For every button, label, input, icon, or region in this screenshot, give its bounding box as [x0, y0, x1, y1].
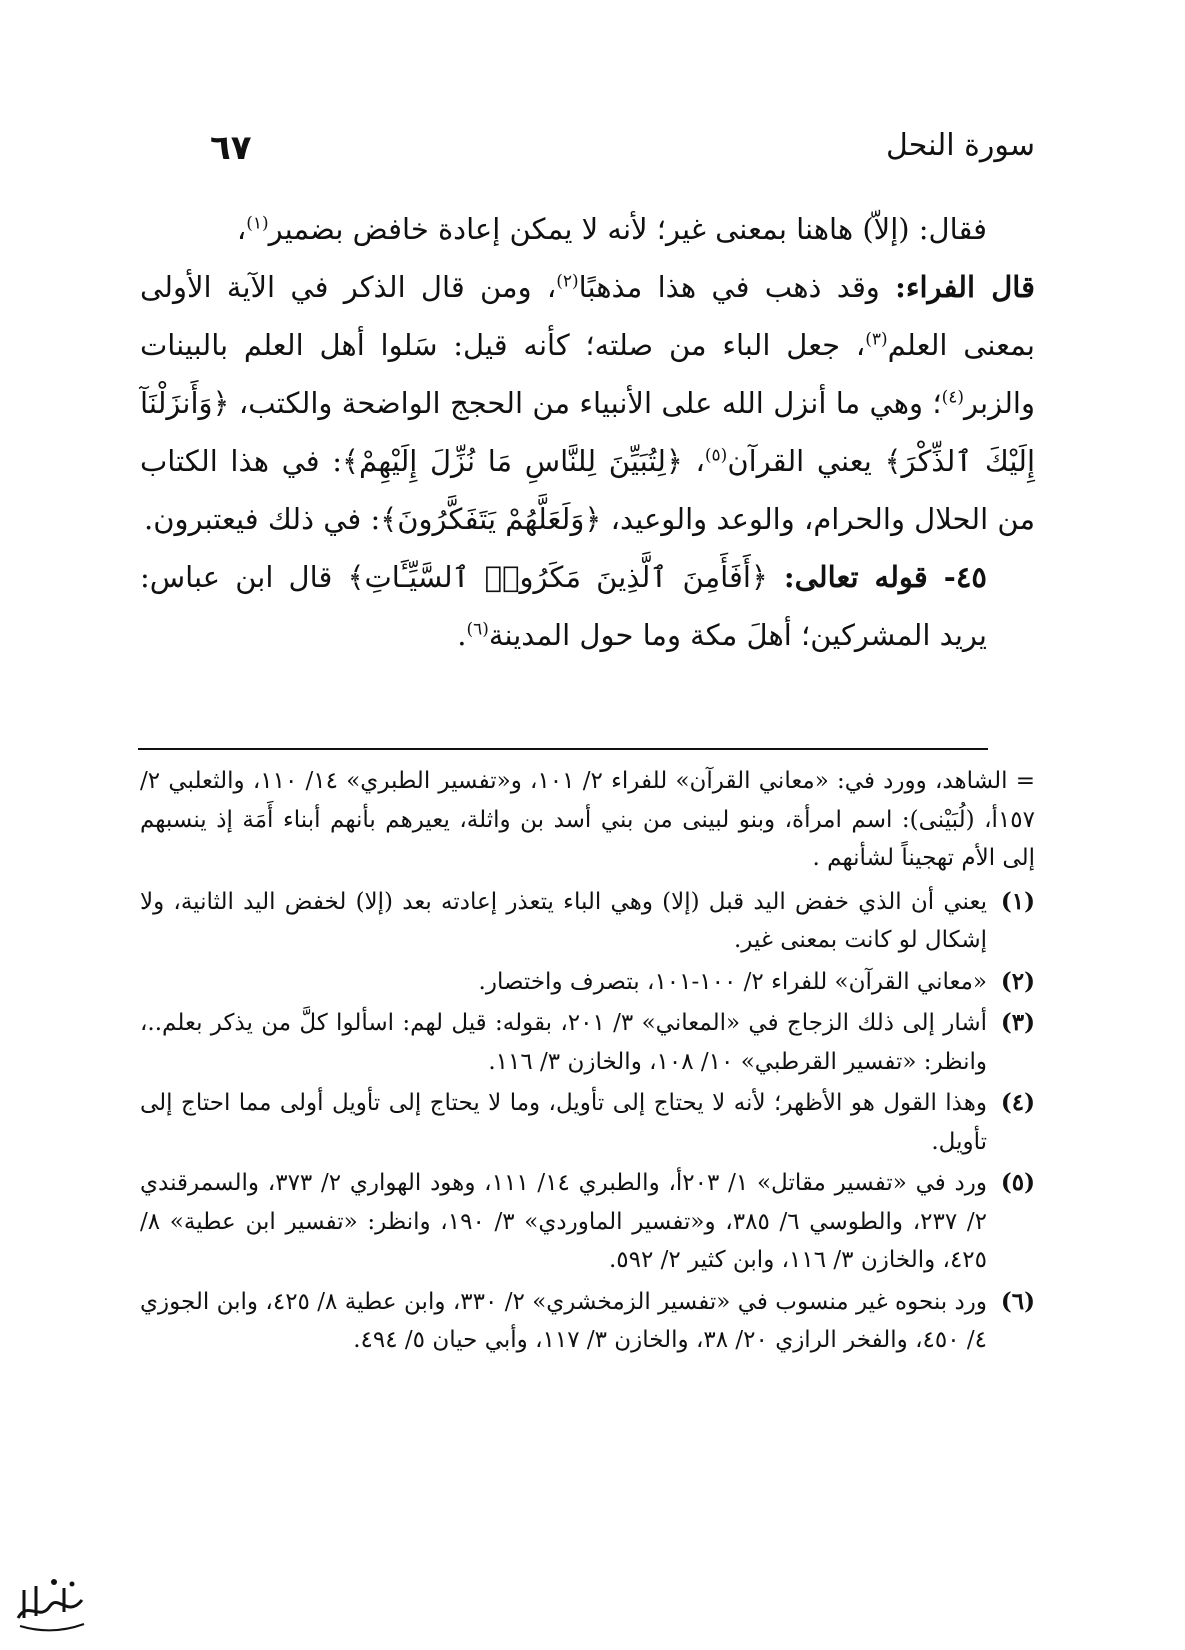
footnote-continued: = الشاهد، وورد في: «معاني القرآن» للفراء ٢/ ١٠١، و«تفسير الطبري» ١٤/ ١١٠، والثعلبي ٢/ ١٥٧أ، (لُبَيْنى): اسم امرأة، وبنو لبينى من بني أسد بن واثلة، يعيرهم بأنهم أبناء أَمَة إذ ينسبهم إلى الأم تهجيناً لشأنهم .: [140, 768, 1036, 871]
footnote: [140, 1084, 1035, 1161]
quran-verse: ﴿أَفَأَمِنَ ٱلَّذِينَ مَكَرُوا۟ ٱلسَّيِّـَٔاتِ﴾: [347, 560, 768, 594]
footnote: [140, 1283, 1035, 1360]
footnote-text: أشار إلى ذلك الزجاج في «المعاني» ٣/ ٢٠١، بقوله: قيل لهم: اسألوا كلَّ من يذكر بعلم..، وانظر: «تفسير القرطبي» ١٠/ ١٠٨، والخازن ٣/ ١١٦.: [140, 1010, 987, 1075]
footnote: [140, 1004, 1035, 1081]
quran-verse: ﴿وَأَنزَلْنَآ إِلَيْكَ ٱلذِّكْرَ﴾: [140, 386, 1036, 478]
footnote-text: «معاني القرآن» للفراء ٢/ ١٠٠-١٠١، بتصرف واختصار.: [478, 968, 987, 995]
footnote-ref[interactable]: (١): [246, 213, 269, 234]
footnote-number: (٥): [1000, 1169, 1035, 1196]
calligraphy-logo: [10, 1560, 90, 1640]
page-header: [140, 128, 1035, 178]
footnote-number: (٤): [1000, 1089, 1035, 1116]
footnote-divider: [138, 748, 988, 750]
footnote-number: (٦): [1000, 1287, 1035, 1315]
footnote-ref[interactable]: (٥): [704, 445, 728, 466]
surah-title: سورة النحل: [886, 128, 1035, 163]
quran-verse: ﴿لِتُبَيِّنَ لِلنَّاسِ مَا نُزِّلَ إِلَيْهِمْ﴾: [342, 444, 683, 478]
paragraph: فقال: (إلاّ) هاهنا بمعنى غير؛ لأنه لا يمكن إعادة خافض بضمير$^{(١)}$،: [236, 212, 987, 246]
footnotes: [140, 762, 1035, 1363]
footnote: [140, 963, 1035, 1002]
footnote: [140, 883, 1035, 960]
paragraph: ٤٥- قوله تعالى: ﴿أَفَأَمِنَ ٱلَّذِينَ مَكَرُوا۟ ٱلسَّيِّـَٔاتِ﴾ قال ابن عباس: يريد المشركين؛ أهلَ مكة وما حول المدينة$^{(٦)}$.: [140, 560, 987, 652]
quran-verse: ﴿وَلَعَلَّهُمْ يَتَفَكَّرُونَ﴾: [380, 502, 602, 536]
footnote: [140, 1164, 1035, 1280]
footnote-ref[interactable]: (٣): [865, 329, 888, 350]
footnote-text: وهذا القول هو الأظهر؛ لأنه لا يحتاج إلى تأويل، وما لا يحتاج إلى تأويل أولى مما احتاج إلى تأويل.: [140, 1090, 987, 1155]
footnote-text: يعني أن الذي خفض اليد قبل (إلا) وهي الباء يتعذر إعادته بعد (إلا) لخفض اليد الثانية، ولا إشكال لو كانت بمعنى غير.: [140, 888, 987, 953]
footnote-number: (٣): [1000, 1009, 1035, 1036]
footnote-ref[interactable]: (٢): [556, 271, 579, 292]
footnote-text: ورد في «تفسير مقاتل» ١/ ٢٠٣أ، والطبري ١٤/ ١١١، وهود الهواري ٢/ ٣٧٣، والسمرقندي ٢/ ٢٣٧، والطوسي ٦/ ٣٨٥، و«تفسير الماوردي» ٣/ ١٩٠، وانظر: «تفسير ابن عطية» ٨/ ٤٢٥، والخازن ٣/ ١١٦، وابن كثير ٢/ ٥٩٢.: [140, 1170, 988, 1273]
footnote-number: (١): [1000, 887, 1035, 915]
main-text: [140, 200, 1035, 664]
paragraph: قال الفراء: وقد ذهب في هذا مذهبًا$^{(٢)}$، ومن قال الذكر في الآية الأولى بمعنى العلم$^{(٣)}$، جعل الباء من صلته؛ كأنه قيل: سَلوا أهل العلم بالبينات والزبر$^{(٤)}$؛ وهي ما أنزل الله على الأنبياء من الحجج الواضحة والكتب، ﴿وَأَنزَلْنَآ إِلَيْكَ ٱلذِّكْرَ﴾ يعني القرآن$^{(٥)}$، ﴿لِتُبَيِّنَ لِلنَّاسِ مَا نُزِّلَ إِلَيْهِمْ﴾: في هذا الكتاب من الحلال والحرام، والوعد والوعيد، ﴿وَلَعَلَّهُمْ يَتَفَكَّرُونَ﴾: في ذلك فيعتبرون.: [140, 270, 1036, 536]
footnote-text: ورد بنحوه غير منسوب في «تفسير الزمخشري» ٢/ ٣٣٠، وابن عطية ٨/ ٤٢٥، وابن الجوزي ٤/ ٤٥٠، والفخر الرازي ٢٠/ ٣٨، والخازن ٣/ ١١٧، وأبي حيان ٥/ ٤٩٤.: [140, 1288, 987, 1353]
footnote-ref[interactable]: (٦): [466, 619, 489, 640]
footnote-number: (٢): [1000, 967, 1035, 995]
page-number: ٦٧: [210, 128, 252, 168]
footnote-ref[interactable]: (٤): [941, 387, 965, 408]
